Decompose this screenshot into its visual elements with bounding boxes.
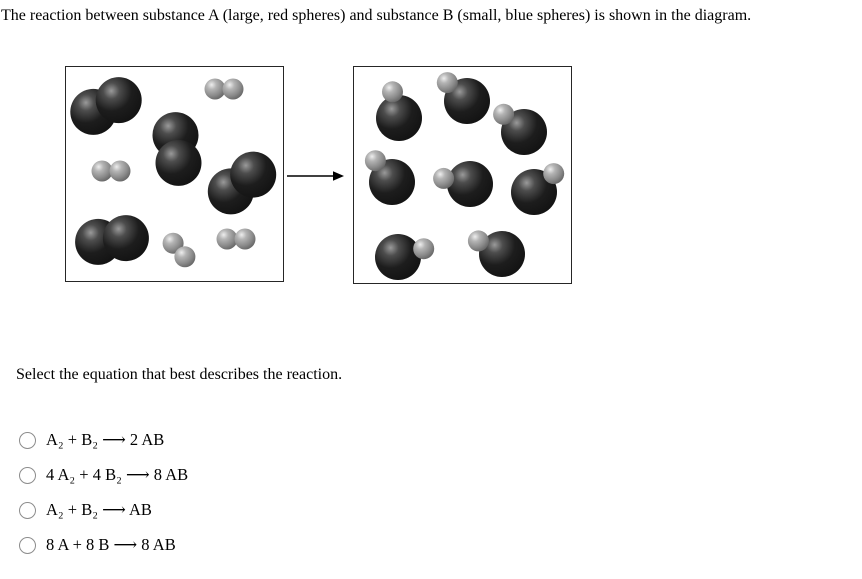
substance-a-sphere [103,215,149,261]
answer-option-label: A₂ + B₂ ⟶ 2 AB [46,430,165,449]
answer-option-4[interactable] [19,534,188,556]
radio-button-icon[interactable] [19,467,36,484]
reactant-box [65,66,284,282]
molecule-ab [376,81,422,141]
substance-a-sphere [156,140,202,186]
molecule-ab [437,72,490,124]
molecule-a2 [75,215,149,265]
molecule-a2 [153,112,202,186]
molecule-diagram [66,67,283,281]
molecule-b2 [92,161,131,182]
substance-b-sphere [382,81,403,102]
substance-b-sphere [365,150,386,171]
radio-button-icon[interactable] [19,502,36,519]
substance-b-sphere [92,161,113,182]
molecule-ab [493,104,547,155]
substance-a-sphere [230,152,276,198]
answer-option-1[interactable] [19,429,188,451]
molecule-ab [375,234,434,280]
reaction-arrow-icon [286,168,346,184]
molecule-a2 [208,152,276,215]
substance-b-sphere [493,104,514,125]
radio-button-icon[interactable] [19,537,36,554]
answer-option-3[interactable] [19,499,188,521]
substance-b-sphere [468,230,489,251]
molecule-a2 [70,77,141,135]
substance-b-sphere [110,161,131,182]
product-box [353,66,572,284]
substance-a-sphere [96,77,142,123]
molecule-ab [468,230,525,277]
substance-b-sphere [433,168,454,189]
answer-option-label: 8 A + 8 B ⟶ 8 AB [46,535,176,554]
substance-a-sphere [376,95,422,141]
molecule-b2 [163,233,196,268]
molecule-ab [365,150,415,205]
molecule-b2 [217,229,256,250]
molecule-diagram [354,67,571,283]
question-text: The reaction between substance A (large, red spheres) and substance B (small, blue spheres) is shown in the diagram. [1,7,752,24]
substance-b-sphere [217,229,238,250]
answer-option-2[interactable] [19,464,188,486]
substance-b-sphere [437,72,458,93]
substance-a-sphere [375,234,421,280]
substance-b-sphere [223,79,244,100]
substance-b-sphere [205,79,226,100]
question-prompt: Select the equation that best describes the reaction. [16,366,343,383]
molecule-ab [433,161,493,207]
answer-option-label: A₂ + B₂ ⟶ AB [46,500,152,519]
substance-a-sphere [447,161,493,207]
answer-option-label: 4 A₂ + 4 B₂ ⟶ 8 AB [46,465,189,484]
answer-options [19,429,188,569]
molecule-b2 [205,79,244,100]
radio-button-icon[interactable] [19,432,36,449]
molecule-ab [511,163,564,215]
substance-b-sphere [413,238,434,259]
substance-b-sphere [543,163,564,184]
substance-b-sphere [174,246,195,267]
substance-b-sphere [235,229,256,250]
